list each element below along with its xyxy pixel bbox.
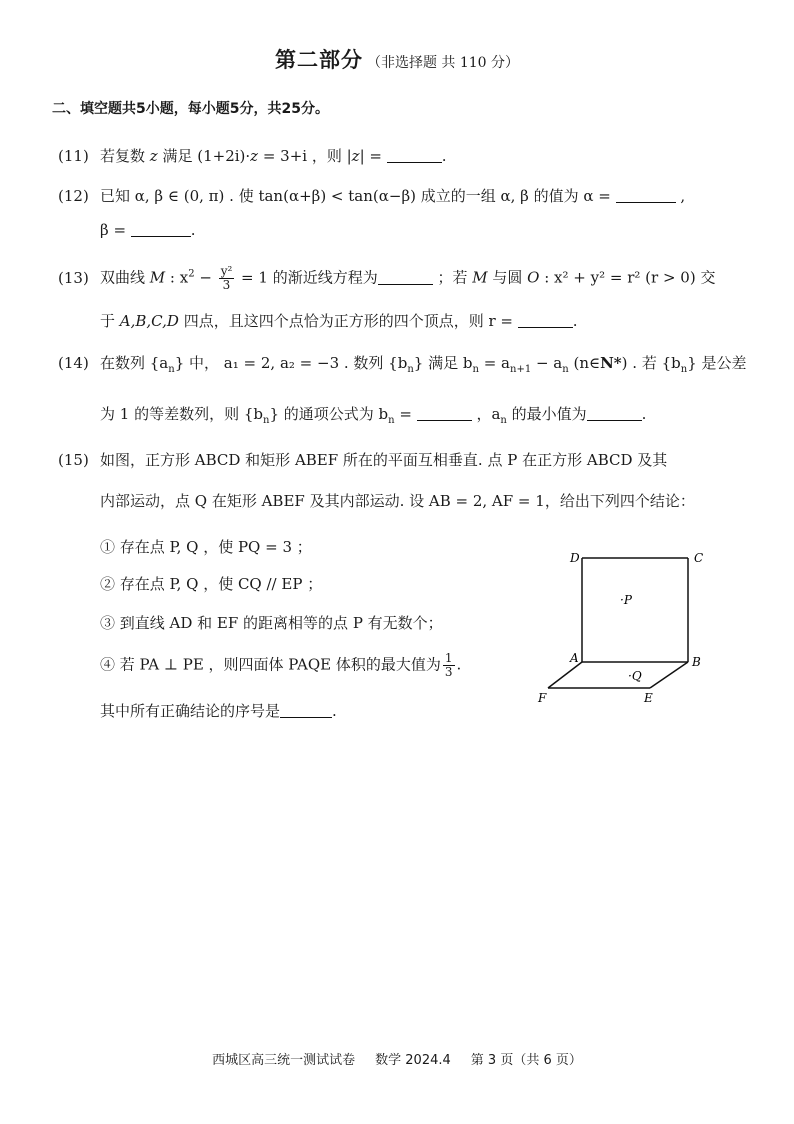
footer-subject: 数学 2024.4 xyxy=(375,1053,451,1068)
edge-BE xyxy=(650,662,688,688)
answer-blank-asymptote[interactable] xyxy=(378,283,433,285)
question-15: (15) 如图，正方形 ABCD 和矩形 ABEF 所在的平面互相垂直. 点 P 在正方形 ABCD 及其 xyxy=(58,451,668,469)
part-title-main: 第二部分 xyxy=(274,48,363,72)
label-B: B xyxy=(692,655,701,669)
question-12-line2: β = . xyxy=(100,221,196,239)
fraction: $\frac{1}{3}$ xyxy=(444,651,453,679)
question-13-line2: 于 A,B,C,D 四点，且这四个点恰为正方形的四个顶点，则 r = . xyxy=(100,312,578,330)
question-13: (13) 双曲线 M : $x^2$ − $\frac{\text{y²}}{3}$ = 1 的渐近线方程为 ；若 M 与圆 O : x² + y² = r² (r > 0) 交 xyxy=(58,264,716,292)
question-11: (11) 若复数 z 满足 (1+2i)·z = 3+i ，则 |z| = . xyxy=(58,147,447,165)
section-heading: 二、填空题共5小题，每小题5分，共25分。 xyxy=(52,101,329,117)
part-title xyxy=(0,44,794,74)
conclusion-3: ③ 到直线 AD 和 EF 的距离相等的点 P 有无数个； xyxy=(100,614,443,632)
answer-blank[interactable] xyxy=(387,161,442,163)
answer-blank-beta[interactable] xyxy=(131,235,191,237)
answer-blank-alpha[interactable] xyxy=(616,201,676,203)
label-D: D xyxy=(570,551,580,565)
question-number: (13) xyxy=(58,268,89,287)
question-12: (12) 已知 α, β ∈ (0, π) . 使 tan(α+β) < tan(α−β) 成立的一组 α, β 的值为 α = , xyxy=(58,187,686,205)
label-E: E xyxy=(644,691,653,705)
edge-AF xyxy=(548,662,582,688)
footer-page: 第 3 页（共 6 页） xyxy=(470,1053,582,1068)
fraction: $\frac{\text{y²}}{3}$ xyxy=(220,264,233,292)
label-P: ·P xyxy=(620,593,632,607)
answer-blank-bn[interactable] xyxy=(417,419,472,421)
question-number: (14) xyxy=(58,354,89,372)
question-15-final: 其中所有正确结论的序号是 . xyxy=(100,702,337,720)
label-A: A xyxy=(570,651,579,665)
question-14: (14) 在数列 $\{a_n\}$ 中， a₁ = 2, a₂ = −3 . 数列 $\{b_n\}$ 满足 $b_n = a_{n+1} - a_n$ (n∈N*) . 若 $\{b_n\}$ 是公差 xyxy=(58,354,747,375)
answer-blank-min[interactable] xyxy=(587,419,642,421)
footer-school: 西城区高三统一测试试卷 xyxy=(212,1053,356,1068)
answer-blank-conclusions[interactable] xyxy=(280,716,332,718)
part-title-sub: （非选择题 共 110 分） xyxy=(366,55,520,71)
label-C: C xyxy=(694,551,704,565)
conclusion-4: ④ 若 PA ⊥ PE ，则四面体 PAQE 体积的最大值为 $\frac{1}{3}$ . xyxy=(100,651,462,679)
question-number: (12) xyxy=(58,187,89,205)
question-number: (11) xyxy=(58,147,89,165)
geometry-figure xyxy=(532,542,712,712)
question-14-line2: 为 1 的等差数列，则 $\{b_n\}$ 的通项公式为 $b_n$ = ，$a_n$ 的最小值为 . xyxy=(100,405,647,426)
conclusion-1: ① 存在点 P, Q ，使 PQ = 3 ； xyxy=(100,538,312,556)
question-15-line2: 内部运动，点 Q 在矩形 ABEF 及其内部运动. 设 AB = 2, AF = 1，给出下列四个结论： xyxy=(100,492,695,510)
conclusion-2: ② 存在点 P, Q ，使 CQ // EP ； xyxy=(100,575,323,593)
label-F: F xyxy=(538,691,547,705)
question-number: (15) xyxy=(58,451,89,469)
page-footer xyxy=(0,1049,794,1068)
label-Q: ·Q xyxy=(628,669,642,683)
answer-blank-r[interactable] xyxy=(518,326,573,328)
